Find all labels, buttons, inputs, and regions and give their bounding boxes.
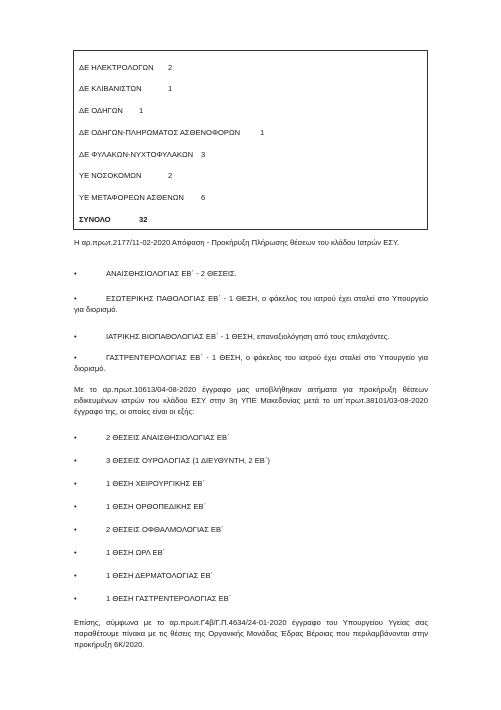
table-row [79,193,206,203]
total-count: 32 [139,215,148,224]
list-item [74,455,428,466]
list-item [74,293,428,315]
ministry-paragraph: Επίσης, σύμφωνα με το αρ.πρωτ.Γ4β/Γ.Π.4634/24-01-2020 έγγραφο του Υπουργείου Υγείας σας παραθέτουμε πίνακα με τις θέσεις της Οργανικής Μονάδας Έδρας Βέροιας που περιλαμβάνονται στην προκήρυξη 6Κ/2020. [74,618,428,649]
row-count: 2 [168,63,173,72]
bullet-dot: • [74,479,77,488]
bullet-dot: • [74,456,77,465]
row-label: ΥΕ ΜΕΤΑΦΟΡΕΩΝ ΑΣΘΕΝΩΝ [79,193,184,202]
positions-table [73,50,428,230]
table-row [79,128,265,138]
bullet-dot: • [74,594,77,603]
bullet-dot: • [74,502,77,511]
list-item-text: ΑΝΑΙΣΘΗΣΙΟΛΟΓΙΑΣ ΕΒ΄ - 2 ΘΕΣΕΙΣ. [106,269,237,278]
row-label: ΔΕ ΚΛΙΒΑΝΙΣΤΩΝ [79,84,142,93]
bullet-dot: • [74,525,77,534]
table-row [79,106,144,116]
list-item-text: 2 ΘΕΣΕΙΣ ΑΝΑΙΣΘΗΣΙΟΛΟΓΙΑΣ ΕΒ΄ [106,433,230,442]
bullet-dot: • [74,269,77,278]
row-count: 1 [260,128,265,137]
row-label: ΔΕ ΟΔΗΓΩΝ-ΠΛΗΡΩΜΑΤΟΣ ΑΣΘΕΝΟΦΟΡΩΝ [79,128,241,137]
row-count: 3 [201,150,206,159]
bullet-dot: • [74,571,77,580]
row-label: ΔΕ ΦΥΛΑΚΩΝ-ΝΥΧΤΟΦΥΛΑΚΩΝ [79,150,194,159]
list-item-text: 1 ΘΕΣΗ ΩΡΛ ΕΒ΄ [106,548,166,557]
bullet-dot: • [74,332,77,341]
list-item-text: ΓΑΣΤΡΕΝΤΕΡΟΛΟΓΙΑΣ ΕΒ΄ - 1 ΘΕΣΗ, ο φάκελος του ιατρού έχει σταλεί στο Υπουργείο για διορισμό. [74,353,428,373]
total-label: ΣΥΝΟΛΟ [79,215,111,224]
row-label: ΔΕ ΟΔΗΓΩΝ [79,106,123,115]
list-item [74,570,428,581]
table-row [79,63,173,73]
row-count: 1 [139,106,144,115]
list-item-text: 3 ΘΕΣΕΙΣ ΟΥΡΟΛΟΓΙΑΣ (1 ΔΙΕΥΘΥΝΤΗ, 2 ΕΒ΄) [106,456,270,465]
bullet-dot: • [74,353,77,362]
list-item [74,432,428,443]
list-item-text: ΕΣΩΤΕΡΙΚΗΣ ΠΑΘΟΛΟΓΙΑΣ ΕΒ΄ - 1 ΘΕΣΗ, ο φάκελος του ιατρού έχει σταλεί στο Υπουργείο για διορισμό. [74,294,428,314]
list-item [74,547,428,558]
list-item-text: ΙΑΤΡΙΚΗΣ ΒΙΟΠΑΘΟΛΟΓΙΑΣ ΕΒ΄ - 1 ΘΕΣΗ, επαναξιολόγηση από τους επιλαχόντες. [106,332,390,341]
list-item [74,478,428,489]
list-item [74,352,428,374]
row-count: 6 [201,193,206,202]
list-item [74,268,428,279]
decision-paragraph: Η αρ.πρωτ.2177/11-02-2020 Απόφαση - Προκήρυξη Πλήρωσης θέσεων του κλάδου Ιατρών ΕΣΥ. [74,238,400,247]
table-row [79,171,173,181]
row-label: ΥΕ ΝΟΣΟΚΟΜΩΝ [79,171,142,180]
row-count: 2 [168,171,173,180]
list-item [74,331,428,342]
bullet-dot: • [74,548,77,557]
list-item [74,501,428,512]
row-label: ΔΕ ΗΛΕΚΤΡΟΛΟΓΩΝ [79,63,154,72]
table-row [79,150,206,160]
row-count: 1 [168,84,173,93]
list-item-text: 1 ΘΕΣΗ ΟΡΘΟΠΕΔΙΚΗΣ ΕΒ΄ [106,502,207,511]
table-total-row [79,215,148,225]
table-row [79,84,173,94]
list-item [74,593,428,604]
list-item-text: 1 ΘΕΣΗ ΔΕΡΜΑΤΟΛΟΓΙΑΣ ΕΒ΄ [106,571,214,580]
list-item-text: 2 ΘΕΣΕΙΣ ΟΦΘΑΛΜΟΛΟΓΙΑΣ ΕΒ΄ [106,525,224,534]
list-item-text: 1 ΘΕΣΗ ΓΑΣΤΡΕΝΤΕΡΟΛΟΓΙΑΣ ΕΒ΄ [106,594,232,603]
list-item [74,524,428,535]
list-item-text: 1 ΘΕΣΗ ΧΕΙΡΟΥΡΓΙΚΗΣ ΕΒ΄ [106,479,205,488]
request-paragraph: Με το αρ.πρωτ.10613/04-08-2020 έγγραφο μας υποβλήθηκαν αιτήματα για προκήρυξη θέσεων ειδικευμένων ιατρών του κλάδου ΕΣΥ στην 3η ΥΠΕ Μακεδονίας μετά το υπ΄πρωτ.38101/03-08-2020 έγγραφο της, οι οποίες είναι οι εξής: [74,385,428,416]
bullet-dot: • [74,433,77,442]
bullet-dot: • [74,294,77,303]
